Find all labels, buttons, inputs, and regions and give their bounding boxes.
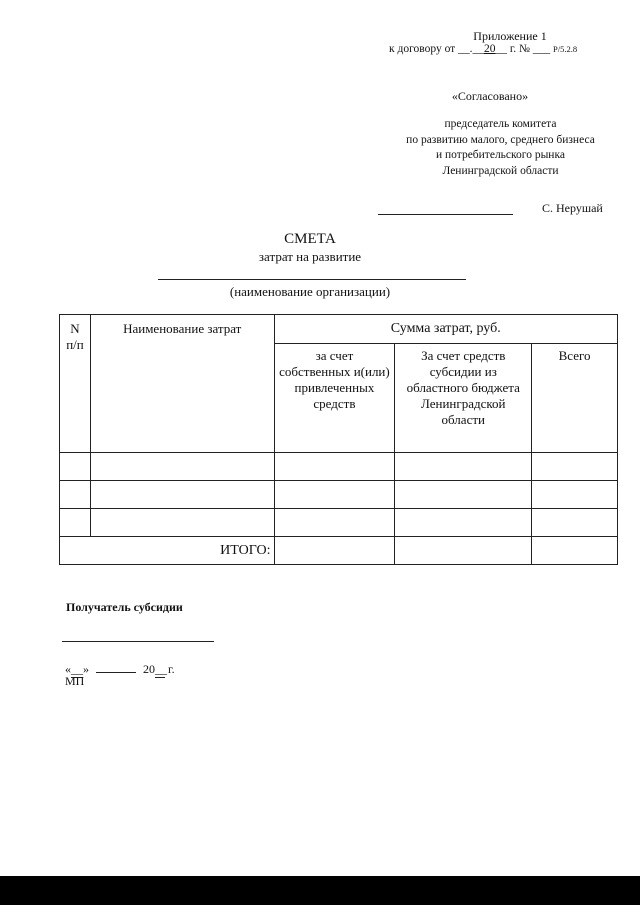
- contract-code: Р/5.2.8: [552, 44, 578, 54]
- table-cell[interactable]: [532, 481, 618, 509]
- contract-year: 20: [483, 43, 496, 55]
- table-row: [60, 453, 618, 481]
- date-day-blank: __: [71, 662, 83, 676]
- contract-number-blank: ___: [532, 43, 551, 55]
- table-total-row: [60, 537, 618, 565]
- table-cell[interactable]: [90, 509, 274, 537]
- total-subsidy-cell[interactable]: [395, 537, 532, 565]
- table-cell[interactable]: [60, 481, 91, 509]
- table-cell[interactable]: [90, 453, 274, 481]
- contract-reference: [389, 43, 577, 55]
- cost-table: [59, 314, 618, 565]
- table-row: [60, 509, 618, 537]
- scan-bottom-border: [0, 876, 640, 905]
- contract-day-blank: __.: [458, 43, 473, 55]
- contract-year-blank: __: [495, 43, 507, 55]
- estimate-title: СМЕТА: [284, 231, 336, 247]
- stamp-label: МП: [65, 674, 85, 688]
- contract-prefix: к договору от: [389, 43, 456, 55]
- date-open-quote: «: [65, 662, 71, 676]
- col-own-funds-header: за счет собственных и(или) привлеченных средств: [274, 344, 395, 453]
- signer-name: С. Нерушай: [542, 201, 603, 215]
- chairman-line: председатель комитета: [444, 118, 557, 130]
- table-cell[interactable]: [395, 509, 532, 537]
- chairman-line: Ленинградской области: [442, 164, 559, 177]
- table-cell[interactable]: [532, 453, 618, 481]
- chairman-block: [388, 117, 613, 179]
- table-cell[interactable]: [395, 453, 532, 481]
- appendix-title: Приложение 1: [473, 29, 547, 43]
- date-suffix: г.: [168, 662, 175, 676]
- col-total-header: Всего: [532, 344, 618, 453]
- table-cell[interactable]: [395, 481, 532, 509]
- table-cell[interactable]: [274, 509, 395, 537]
- recipient-label: Получатель субсидии: [66, 600, 183, 614]
- organization-name-line: [158, 279, 466, 280]
- contract-month-blank: __: [472, 43, 484, 55]
- total-label: ИТОГО:: [60, 537, 275, 565]
- col-subsidy-header: За счет средств субсидии из областного бюджета Ленинградской области: [395, 344, 532, 453]
- col-sum-header: Сумма затрат, руб.: [274, 315, 617, 344]
- total-own-cell[interactable]: [274, 537, 395, 565]
- table-cell[interactable]: [274, 481, 395, 509]
- table-header-row: [60, 315, 618, 344]
- total-sum-cell[interactable]: [532, 537, 618, 565]
- table-row: [60, 481, 618, 509]
- date-year: 20: [143, 662, 155, 676]
- date-month-blank: [96, 672, 136, 673]
- table-cell[interactable]: [532, 509, 618, 537]
- date-close-quote: »: [83, 662, 89, 676]
- table-cell[interactable]: [90, 481, 274, 509]
- agreed-label: «Согласовано»: [451, 89, 529, 103]
- estimate-subtitle: затрат на развитие: [258, 249, 362, 264]
- table-cell[interactable]: [60, 509, 91, 537]
- recipient-signature-line: [62, 641, 214, 642]
- chairman-line: и потребительского рынка: [436, 149, 565, 161]
- signature-line: [378, 214, 513, 215]
- date-year-blank: __: [155, 662, 167, 676]
- table-cell[interactable]: [274, 453, 395, 481]
- organization-caption: (наименование организации): [229, 284, 391, 299]
- col-number-header: N п/п: [60, 315, 91, 453]
- table-cell[interactable]: [60, 453, 91, 481]
- col-name-header: Наименование затрат: [90, 315, 274, 453]
- chairman-line: по развитию малого, среднего бизнеса: [406, 133, 595, 146]
- contract-year-label: г. №: [509, 43, 530, 55]
